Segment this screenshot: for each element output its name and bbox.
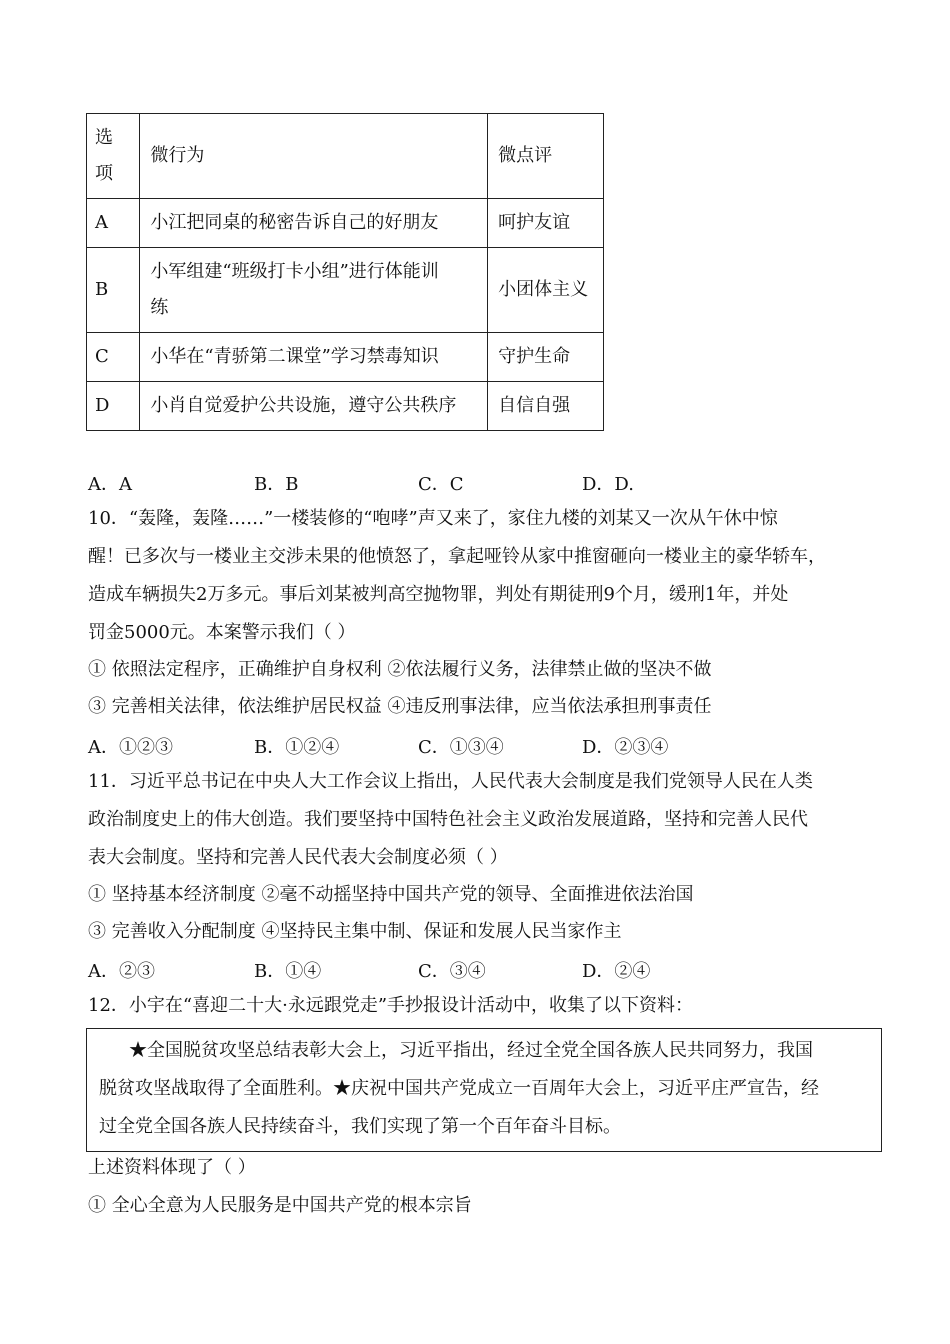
option-cell: D xyxy=(87,382,140,431)
q10-opt-row1: ① 依照法定程序，正确维护自身权利 ②依法履行义务，法律禁止做的坚决不做 xyxy=(88,659,712,680)
comment-cell: 自信自强 xyxy=(488,382,604,431)
answer-a[interactable]: A．A xyxy=(88,474,132,495)
table-header-row xyxy=(87,114,604,199)
material-line1: ★全国脱贫攻坚总结表彰大会上，习近平指出，经过全党全国各族人民共同努力，我国 xyxy=(129,1040,813,1061)
comment-cell: 小团体主义 xyxy=(488,248,604,333)
answer-b[interactable]: B．①②④ xyxy=(254,737,340,758)
table-row xyxy=(87,333,604,382)
answer-a[interactable]: A．①②③ xyxy=(88,737,173,758)
table-row xyxy=(87,199,604,248)
header-behavior-cell: 微行为 xyxy=(140,114,488,199)
answer-b[interactable]: B．①④ xyxy=(254,961,322,982)
answer-c[interactable]: C．C xyxy=(418,474,464,495)
behavior-cell: 小肖自觉爱护公共设施，遵守公共秩序 xyxy=(140,382,488,431)
answer-a[interactable]: A．②③ xyxy=(88,961,155,982)
behavior-cell: 小江把同桌的秘密告诉自己的好朋友 xyxy=(140,199,488,248)
material-line2: 脱贫攻坚战取得了全面胜利。★庆祝中国共产党成立一百周年大会上，习近平庄严宣告，经 xyxy=(99,1078,819,1099)
option-cell: C xyxy=(87,333,140,382)
answer-c[interactable]: C．③④ xyxy=(418,961,486,982)
material-line3: 过全党全国各族人民持续奋斗，我们实现了第一个百年奋斗目标。 xyxy=(99,1116,621,1137)
q11-line1: 11．习近平总书记在中央人大工作会议上指出，人民代表大会制度是我们党领导人民在人类 xyxy=(88,771,813,792)
material-box xyxy=(86,1028,882,1152)
q12-opt1: ① 全心全意为人民服务是中国共产党的根本宗旨 xyxy=(88,1195,472,1216)
behavior-cell xyxy=(140,248,488,333)
q11-opt-row1: ① 坚持基本经济制度 ②毫不动摇坚持中国共产党的领导、全面推进依法治国 xyxy=(88,884,694,905)
q11-line3: 表大会制度。坚持和完善人民代表大会制度必须（ ） xyxy=(88,847,508,868)
answer-d[interactable]: D．D. xyxy=(582,474,634,495)
table-row xyxy=(87,248,604,333)
q11-line2: 政治制度史上的伟大创造。我们要坚持中国特色社会主义政治发展道路，坚持和完善人民代 xyxy=(88,809,808,830)
table-row xyxy=(87,382,604,431)
header-comment-cell: 微点评 xyxy=(488,114,604,199)
q10-line4: 罚金5000元。本案警示我们（ ） xyxy=(88,622,356,643)
option-cell: B xyxy=(87,248,140,333)
q10-line1: 10．“轰隆，轰隆……”一楼装修的“咆哮”声又来了，家住九楼的刘某又一次从午休中惊 xyxy=(88,508,778,529)
q10-opt-row2: ③ 完善相关法律，依法维护居民权益 ④违反刑事法律，应当依法承担刑事责任 xyxy=(88,696,712,717)
header-option-cell xyxy=(87,114,140,199)
comment-cell: 呵护友谊 xyxy=(488,199,604,248)
q11-opt-row2: ③ 完善收入分配制度 ④坚持民主集中制、保证和发展人民当家作主 xyxy=(88,921,622,942)
answer-b[interactable]: B．B xyxy=(254,474,299,495)
header-option-line1: 选 xyxy=(95,127,113,148)
answer-d[interactable]: D．②④ xyxy=(582,961,651,982)
answer-c[interactable]: C．①③④ xyxy=(418,737,504,758)
comment-cell: 守护生命 xyxy=(488,333,604,382)
q12-question: 上述资料体现了（ ） xyxy=(88,1157,256,1178)
answer-d[interactable]: D．②③④ xyxy=(582,737,669,758)
q10-line3: 造成车辆损失2万多元。事后刘某被判高空抛物罪，判处有期徒刑9个月，缓刑1年，并处 xyxy=(88,584,789,605)
q12-stem: 12．小宇在“喜迎二十大·永远跟党走”手抄报设计活动中，收集了以下资料： xyxy=(88,995,694,1016)
options-table xyxy=(86,113,604,431)
behavior-line1: 小军组建“班级打卡小组”进行体能训 xyxy=(150,261,439,282)
option-cell: A xyxy=(87,199,140,248)
behavior-line2: 练 xyxy=(150,297,169,318)
behavior-cell: 小华在“青骄第二课堂”学习禁毒知识 xyxy=(140,333,488,382)
q10-line2: 醒！已多次与一楼业主交涉未果的他愤怒了，拿起哑铃从家中推窗砸向一楼业主的豪华轿车， xyxy=(88,546,826,567)
header-option-line2: 项 xyxy=(95,163,113,184)
